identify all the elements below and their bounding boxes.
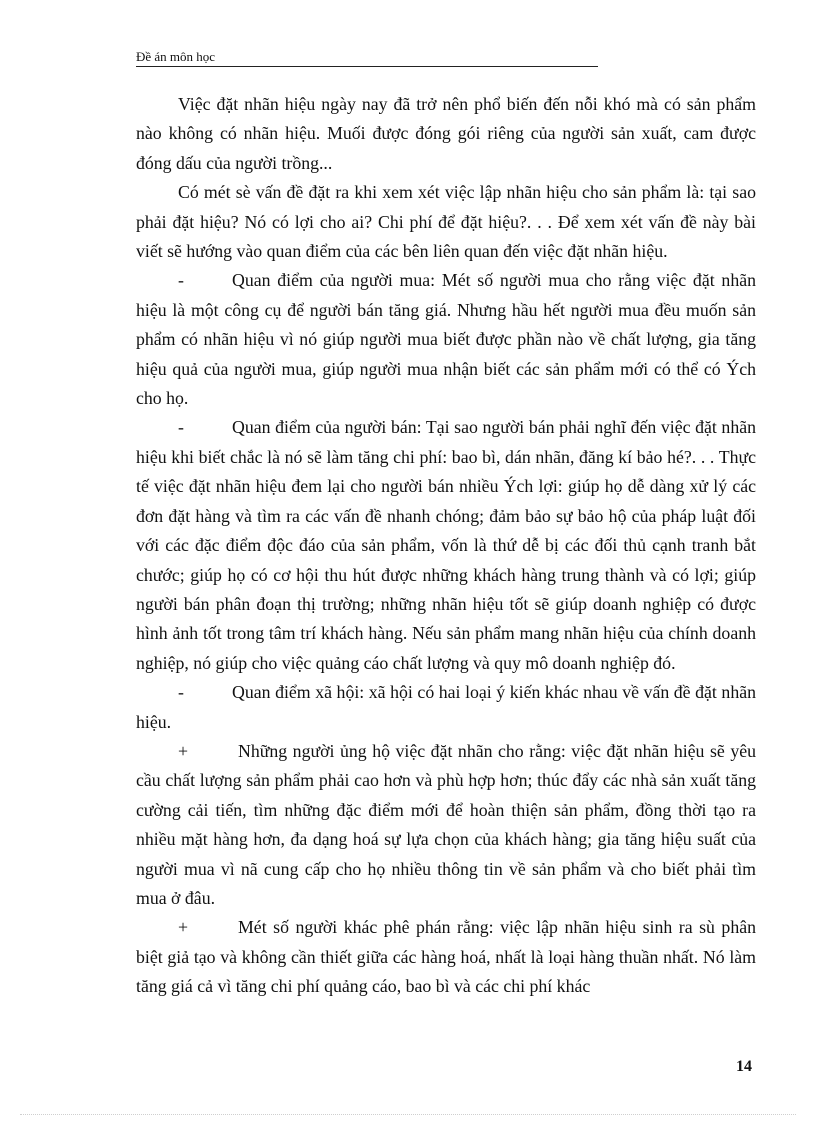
document-body — [136, 90, 756, 1002]
paragraph-intro: Việc đặt nhãn hiệu ngày nay đã trở nên phổ biến đến nỗi khó mà có sản phẩm nào không có nhãn hiệu. Muối được đóng gói riêng của người sản xuất, cam được đóng dấu của người trồng... — [136, 94, 756, 173]
list-item-critics — [136, 913, 756, 1001]
buyer-viewpoint-text: Quan điểm của người mua: Mét số người mua cho rằng việc đặt nhãn hiệu là một công cụ để người bán tăng giá. Nhưng hầu hết người mua đều muốn sản phẩm có nhãn hiệu vì nó giúp người mua biết được phần nào về chất lượng, gia tăng hiệu quả của người mua, giúp người mua nhận biết các sản phẩm mới có thể có Ých cho họ. — [136, 270, 756, 409]
bullet-marker: - — [178, 270, 184, 291]
paragraph-issues: Có mét sè vấn đề đặt ra khi xem xét việc lập nhãn hiệu cho sản phẩm là: tại sao phải đặt hiệu? Nó có lợi cho ai? Chi phí để đặt hiệu?. . . Để xem xét vấn đề này bài viết sẽ hướng vào quan điểm của các bên liên quan đến việc đặt nhãn hiệu. — [136, 182, 756, 262]
seller-viewpoint-text: Quan điểm của người bán: Tại sao người bán phải nghĩ đến việc đặt nhãn hiệu khi biết chắc là nó sẽ làm tăng chi phí: bao bì, dán nhãn, đăng kí bảo hé?. . . Thực tế việc đặt nhãn hiệu đem lại cho người bán nhiều Ých lợi: giúp họ dễ dàng xử lý các đơn đặt hàng và tìm ra các vấn đề nhanh chóng; đảm bảo sự bảo hộ của pháp luật đối với các đặc điểm độc đáo của sản phẩm, vốn là thứ dễ bị các đối thủ cạnh tranh bắt chước; giúp họ có cơ hội thu hút được những khách hàng trung thành và có lợi; giúp người bán phân đoạn thị trường; những nhãn hiệu tốt sẽ giúp doanh nghiệp có được hình ảnh tốt trong tâm trí khách hàng. Nếu sản phẩm mang nhãn hiệu của chính doanh nghiệp, nó giúp cho việc quảng cáo chất lượng và quy mô doanh nghiệp đó. — [136, 417, 756, 673]
page-number: 14 — [736, 1058, 752, 1075]
list-item-seller — [136, 413, 756, 678]
supporters-text: Những người ủng hộ việc đặt nhãn cho rằng: việc đặt nhãn hiệu sẽ yêu cầu chất lượng sản phẩm phải cao hơn và phù hợp hơn; thúc đẩy các nhà sản xuất tăng cường cải tiến, tìm những đặc điểm mới để hoàn thiện sản phẩm, đồng thời tạo ra nhiều mặt hàng hơn, đa dạng hoá sự lựa chọn của khách hàng; gia tăng hiệu suất của người mua vì nã cung cấp cho họ nhiều thông tin về sản phẩm và cho biết phải tìm mua ở đâu. — [136, 740, 756, 908]
list-item-supporters — [136, 737, 756, 913]
society-viewpoint-text: Quan điểm xã hội: xã hội có hai loại ý kiến khác nhau về vấn đề đặt nhãn hiệu. — [136, 682, 756, 732]
plus-marker: + — [178, 740, 189, 761]
plus-marker: + — [178, 917, 189, 938]
list-item-society — [136, 678, 756, 737]
bullet-marker: - — [178, 682, 184, 703]
bullet-marker: - — [178, 417, 184, 438]
footer-divider — [20, 1114, 796, 1115]
document-header — [136, 50, 598, 67]
header-title: Đề án môn học — [136, 49, 216, 64]
critics-text: Mét số người khác phê phán rằng: việc lập nhãn hiệu sinh ra sù phân biệt giả tạo và không cần thiết giữa các hàng hoá, nhất là loại hàng thuần nhất. Nó làm tăng giá cả vì tăng chi phí quảng cáo, bao bì và các chi phí khác — [136, 917, 756, 997]
list-item-buyer — [136, 266, 756, 413]
